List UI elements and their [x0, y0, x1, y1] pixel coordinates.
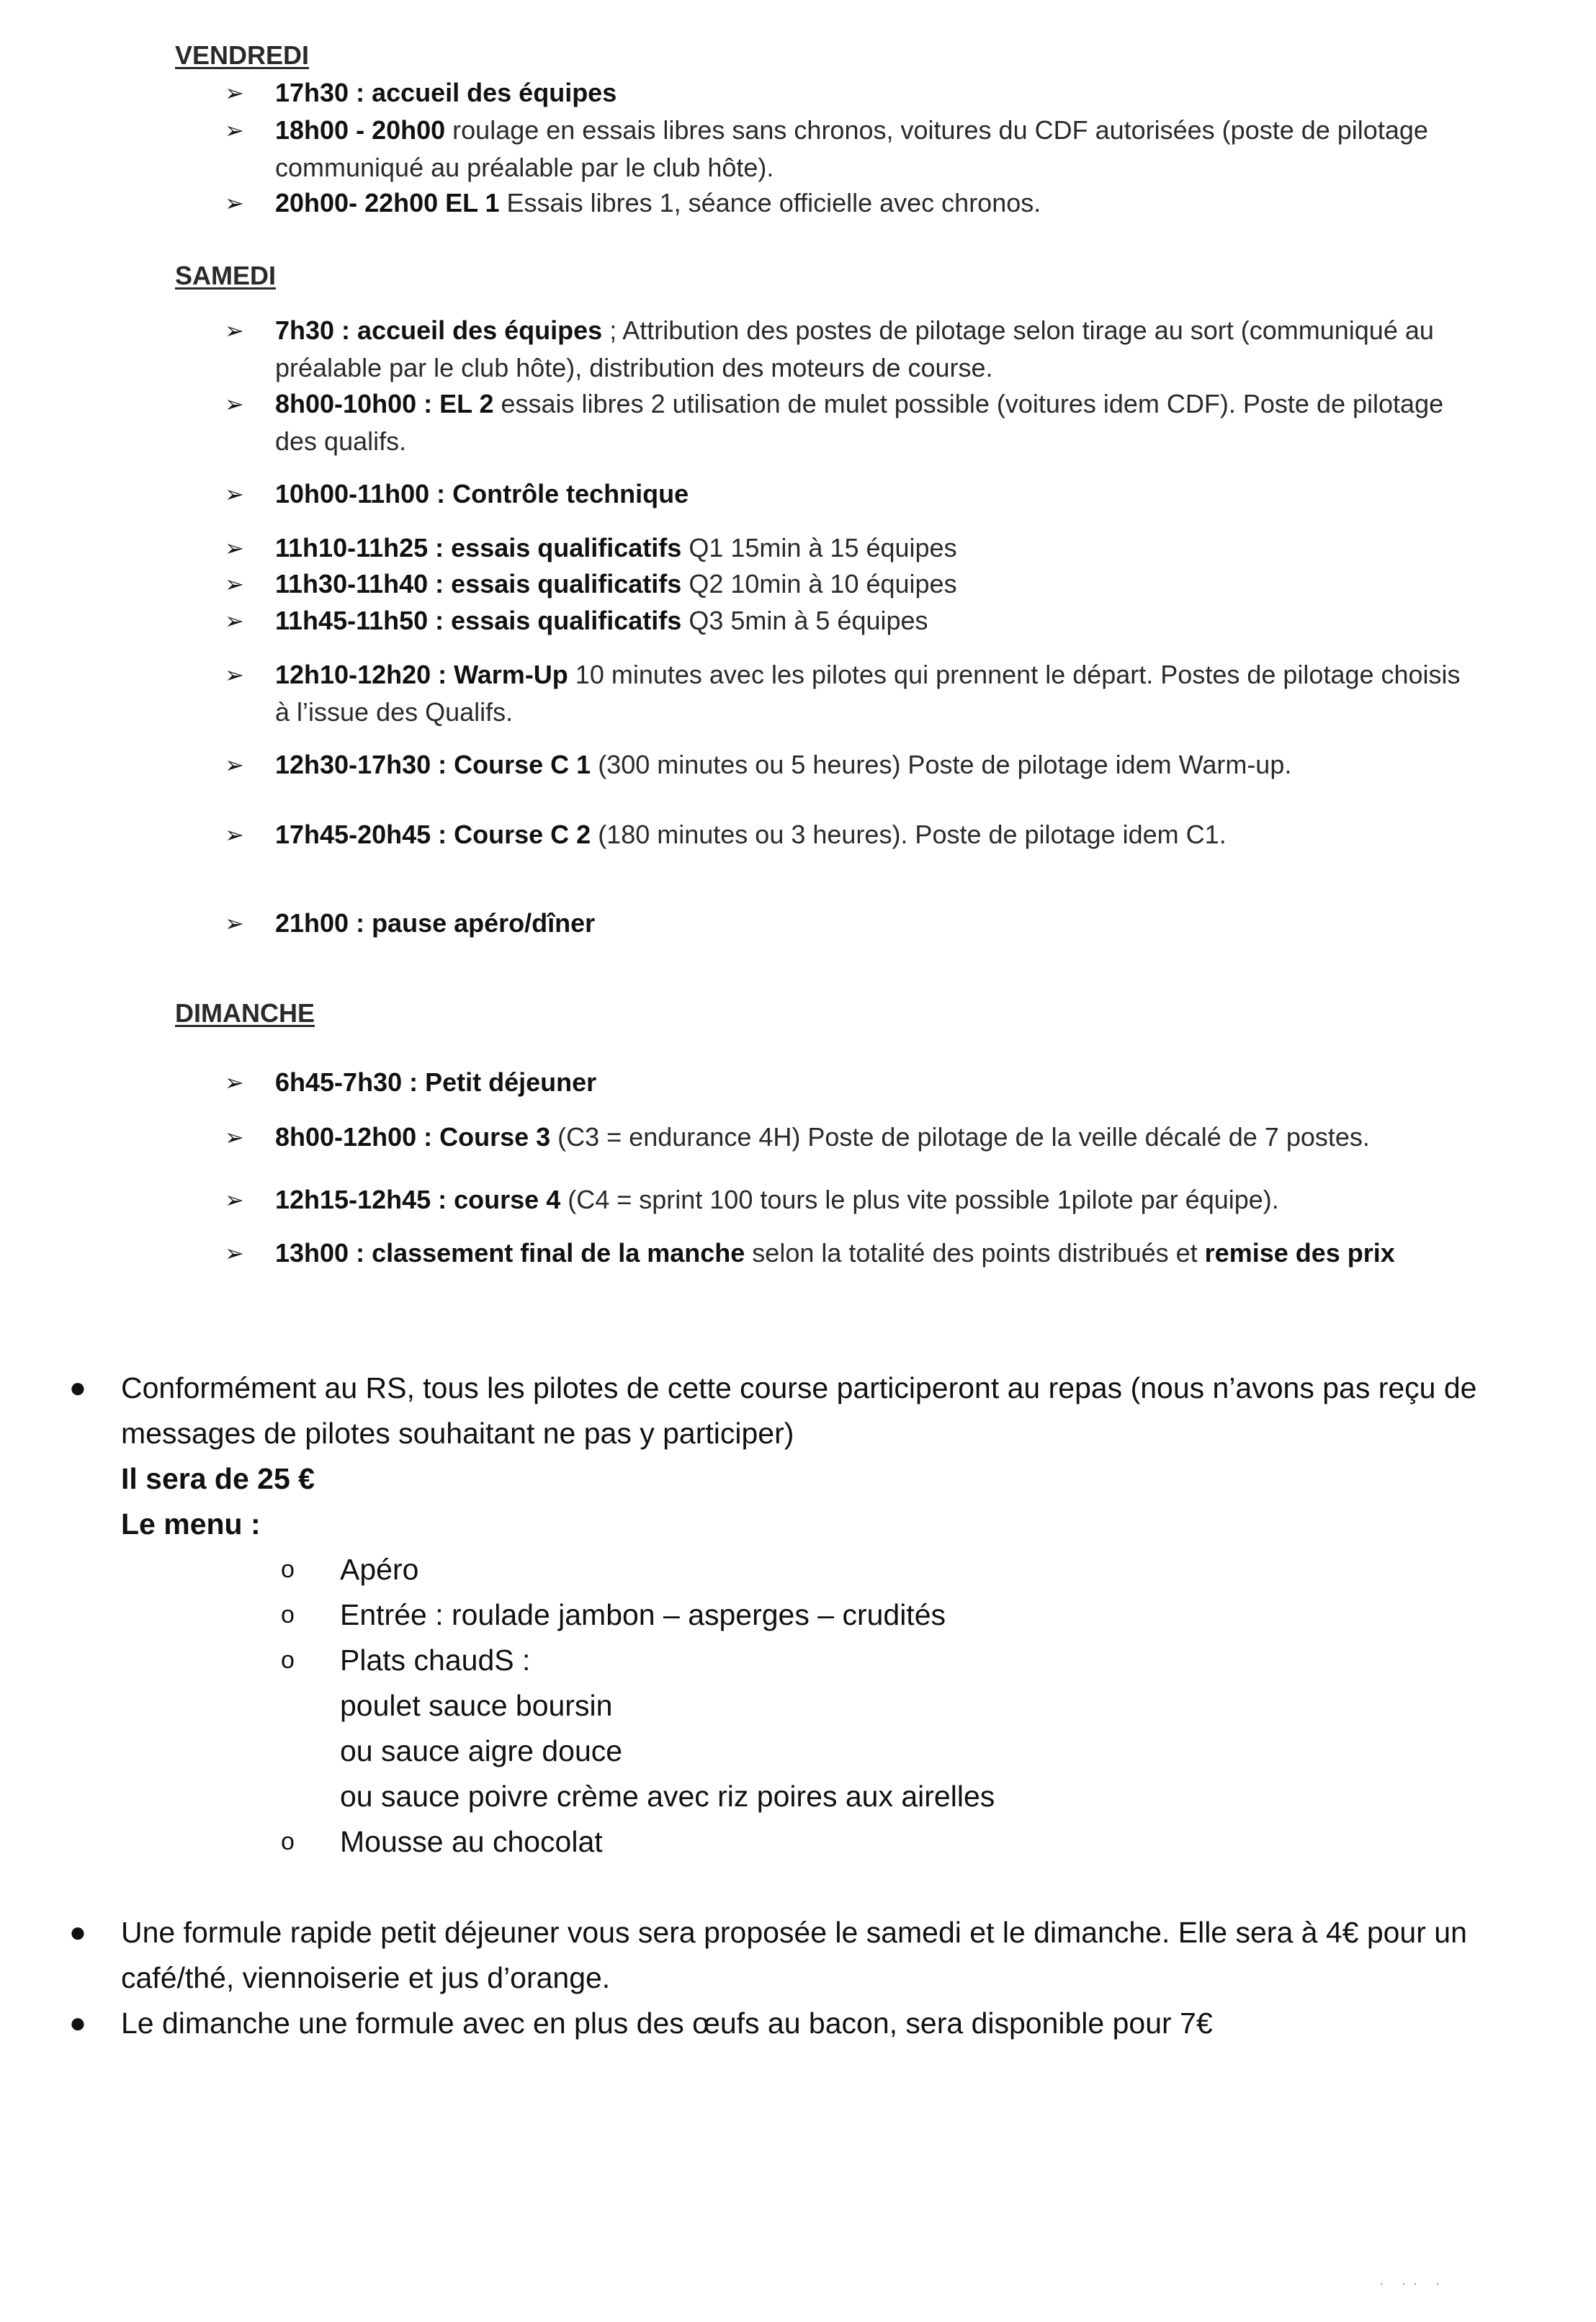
schedule-item: ➢ 7h30 : accueil des équipes ; Attribution des postes de pilotage selon tirage au sort (communiqué au préalable par le club hôte), distribution des moteurs de course.: [225, 312, 1478, 387]
arrow-bullet-icon: ➢: [225, 190, 244, 216]
menu-item: o Mousse au chocolat: [63, 1819, 1504, 1865]
menu-subline: ou sauce aigre douce: [340, 1734, 623, 1767]
heading-vendredi: VENDREDI: [175, 40, 310, 70]
arrow-bullet-icon: ➢: [225, 822, 244, 848]
schedule-item: ➢ 12h15-12h45 : course 4 (C4 = sprint 100 tours le plus vite possible 1pilote par équipe).: [225, 1181, 1478, 1219]
schedule-item: ➢ 18h00 - 20h00 roulage en essais libres sans chronos, voitures du CDF autorisées (poste de pilotage communiqué au préalable par le club hôte).: [225, 112, 1478, 187]
schedule-item: ➢ 11h30-11h40 : essais qualificatifs Q2 10min à 10 équipes: [225, 565, 1478, 603]
menu-label: Le menu :: [121, 1507, 261, 1541]
notes-section: [63, 1366, 1504, 2046]
list-item-repas: ● Conformément au RS, tous les pilotes de cette course participeront au repas (nous n’avons pas reçu de messages de pilotes souhaitant ne pas y participer) Il sera de 25 € Le menu :: [63, 1366, 1504, 1547]
schedule-item: ➢ 20h00- 22h00 EL 1 Essais libres 1, séance officielle avec chronos.: [225, 184, 1478, 222]
schedule-item: ➢ 17h45-20h45 : Course C 2 (180 minutes ou 3 heures). Poste de pilotage idem C1.: [225, 816, 1478, 853]
arrow-bullet-icon: ➢: [225, 318, 244, 344]
page-corner-mark: · ·· ·: [1379, 2276, 1447, 2290]
round-bullet-icon: ●: [68, 1917, 87, 1948]
menu-item: o Apéro: [63, 1547, 1504, 1592]
circle-bullet-icon: o: [281, 1828, 295, 1855]
arrow-bullet-icon: ➢: [225, 391, 244, 417]
arrow-bullet-icon: ➢: [225, 1124, 244, 1150]
arrow-bullet-icon: ➢: [225, 910, 244, 936]
arrow-bullet-icon: ➢: [225, 608, 244, 634]
arrow-bullet-icon: ➢: [225, 481, 244, 507]
schedule-item: ➢ 11h45-11h50 : essais qualificatifs Q3 5min à 5 équipes: [225, 602, 1478, 640]
arrow-bullet-icon: ➢: [225, 80, 244, 106]
schedule-item: ➢ 21h00 : pause apéro/dîner: [225, 905, 1478, 942]
heading-samedi: SAMEDI: [175, 261, 277, 290]
schedule-item: ➢ 8h00-12h00 : Course 3 (C3 = endurance 4H) Poste de pilotage de la veille décalé de 7 postes.: [225, 1119, 1478, 1156]
schedule-item: ➢ 12h10-12h20 : Warm-Up 10 minutes avec les pilotes qui prennent le départ. Postes de pilotage choisis à l’issue des Qualifs.: [225, 656, 1478, 731]
schedule-item: ➢ 17h30 : accueil des équipes: [225, 74, 1478, 112]
round-bullet-icon: ●: [68, 1372, 87, 1404]
menu-subline: ou sauce poivre crème avec riz poires aux airelles: [340, 1780, 995, 1813]
arrow-bullet-icon: ➢: [225, 535, 244, 561]
arrow-bullet-icon: ➢: [225, 571, 244, 597]
arrow-bullet-icon: ➢: [225, 752, 244, 778]
list-item-formule-dimanche: ● Le dimanche une formule avec en plus des œufs au bacon, sera disponible pour 7€: [63, 2001, 1504, 2046]
heading-dimanche: DIMANCHE: [175, 998, 315, 1028]
circle-bullet-icon: o: [281, 1646, 295, 1674]
arrow-bullet-icon: ➢: [225, 1187, 244, 1213]
price-line: Il sera de 25 €: [121, 1462, 315, 1495]
schedule-item: ➢ 6h45-7h30 : Petit déjeuner: [225, 1064, 1478, 1101]
menu-list: [63, 1547, 1504, 1865]
menu-item: o Plats chaudS :: [63, 1638, 1504, 1683]
schedule-item: ➢ 11h10-11h25 : essais qualificatifs Q1 15min à 15 équipes: [225, 529, 1478, 567]
schedule-item: ➢ 13h00 : classement final de la manche selon la totalité des points distribués et remise des prix: [225, 1234, 1478, 1272]
round-bullet-icon: ●: [68, 2007, 87, 2039]
menu-item: o Entrée : roulade jambon – asperges – crudités: [63, 1592, 1504, 1638]
arrow-bullet-icon: ➢: [225, 1070, 244, 1095]
list-item-petit-dejeuner: ● Une formule rapide petit déjeuner vous sera proposée le samedi et le dimanche. Elle sera à 4€ pour un café/thé, viennoiserie et jus d’orange.: [63, 1910, 1504, 2001]
arrow-bullet-icon: ➢: [225, 117, 244, 143]
circle-bullet-icon: o: [281, 1601, 295, 1628]
arrow-bullet-icon: ➢: [225, 1240, 244, 1266]
schedule-item: ➢ 12h30-17h30 : Course C 1 (300 minutes ou 5 heures) Poste de pilotage idem Warm-up.: [225, 746, 1478, 784]
arrow-bullet-icon: ➢: [225, 662, 244, 688]
schedule-item: ➢ 10h00-11h00 : Contrôle technique: [225, 475, 1478, 513]
schedule-item: ➢ 8h00-10h00 : EL 2 essais libres 2 utilisation de mulet possible (voitures idem CDF). Poste de pilotage des qualifs.: [225, 385, 1478, 460]
circle-bullet-icon: o: [281, 1556, 295, 1583]
menu-subline: poulet sauce boursin: [340, 1689, 613, 1722]
